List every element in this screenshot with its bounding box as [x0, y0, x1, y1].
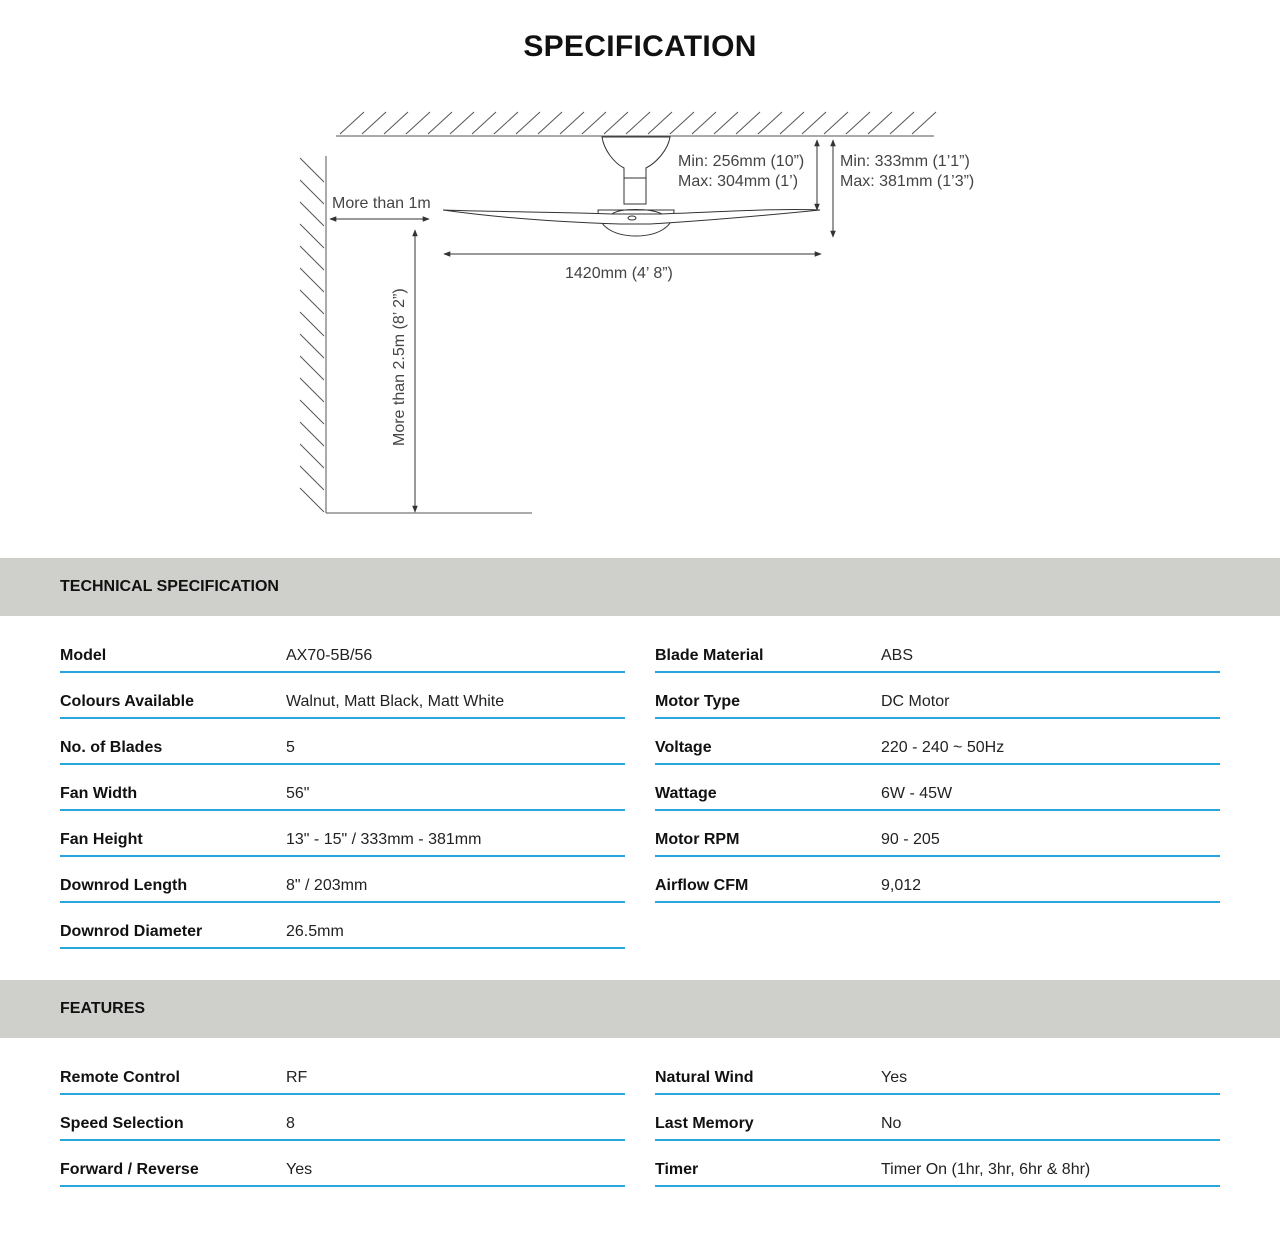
spec-row-fan-width: [60, 765, 625, 811]
spec-row-voltage: [655, 719, 1220, 765]
ceiling-hatch: [336, 112, 936, 136]
features-title: FEATURES: [60, 1000, 146, 1017]
spec-value: ABS: [881, 647, 914, 664]
feature-label: Speed Selection: [60, 1115, 184, 1132]
feature-row-last-memory: [655, 1095, 1220, 1141]
spec-label: Motor RPM: [655, 831, 740, 848]
wall-hatch: [300, 156, 326, 513]
spec-label: Model: [60, 647, 107, 664]
spec-value: 13" - 15" / 333mm - 381mm: [286, 831, 482, 848]
dim-label-max-381: Max: 381mm (1’3”): [840, 173, 975, 190]
feature-value: Yes: [881, 1069, 908, 1086]
spec-row-downrod-length: [60, 857, 625, 903]
features-left-table: [60, 1049, 625, 1187]
features-header: [0, 980, 1280, 1038]
spec-label: Downrod Diameter: [60, 923, 203, 940]
page-title: SPECIFICATION: [523, 30, 757, 63]
spec-label: Voltage: [655, 739, 712, 756]
spec-row-fan-height: [60, 811, 625, 857]
feature-label: Natural Wind: [655, 1069, 754, 1086]
feature-label: Timer: [655, 1161, 699, 1178]
feature-row-natural-wind: [655, 1049, 1220, 1095]
spec-value: 8" / 203mm: [286, 877, 368, 894]
feature-value: Timer On (1hr, 3hr, 6hr & 8hr): [881, 1161, 1091, 1178]
dim-label-min-333: Min: 333mm (1’1”): [840, 153, 970, 170]
spec-value: AX70-5B/56: [286, 647, 373, 664]
spec-row-airflow: [655, 857, 1220, 903]
spec-value: 90 - 205: [881, 831, 940, 848]
spec-label: No. of Blades: [60, 739, 163, 756]
spec-row-model: [60, 627, 625, 673]
dim-label-wall-distance: More than 1m: [332, 195, 431, 212]
spec-label: Blade Material: [655, 647, 764, 664]
features-right-table: [655, 1049, 1220, 1187]
feature-value: No: [881, 1115, 902, 1132]
technical-spec-title: TECHNICAL SPECIFICATION: [60, 578, 279, 595]
feature-row-speed-selection: [60, 1095, 625, 1141]
feature-row-timer: [655, 1141, 1220, 1187]
spec-row-motor-type: [655, 673, 1220, 719]
dim-label-floor-height: More than 2.5m (8’ 2”): [391, 288, 408, 446]
feature-value: RF: [286, 1069, 308, 1086]
technical-spec-right-table: [655, 627, 1220, 903]
spec-value: 6W - 45W: [881, 785, 953, 802]
spec-row-colours: [60, 673, 625, 719]
feature-row-remote-control: [60, 1049, 625, 1095]
dim-label-min-256: Min: 256mm (10”): [678, 153, 805, 170]
spec-row-blades: [60, 719, 625, 765]
feature-label: Remote Control: [60, 1069, 180, 1086]
technical-spec-left-table: [60, 627, 625, 949]
feature-label: Last Memory: [655, 1115, 754, 1132]
spec-label: Fan Height: [60, 831, 143, 848]
spec-value: 9,012: [881, 877, 922, 894]
fan-installation-diagram: [0, 0, 1280, 540]
spec-value: DC Motor: [881, 693, 950, 710]
feature-value: Yes: [286, 1161, 313, 1178]
spec-row-blade-material: [655, 627, 1220, 673]
spec-label: Fan Width: [60, 785, 138, 802]
technical-spec-header: [0, 558, 1280, 616]
spec-label: Wattage: [655, 785, 717, 802]
spec-value: 26.5mm: [286, 923, 344, 940]
spec-row-motor-rpm: [655, 811, 1220, 857]
dim-label-width: 1420mm (4’ 8”): [565, 265, 673, 282]
feature-value: 8: [286, 1115, 295, 1132]
spec-value: 220 - 240 ~ 50Hz: [881, 739, 1005, 756]
spec-value: 56": [286, 785, 310, 802]
spec-value: 5: [286, 739, 295, 756]
dim-label-max-304: Max: 304mm (1’): [678, 173, 799, 190]
spec-value: Walnut, Matt Black, Matt White: [286, 693, 505, 710]
spec-row-downrod-diameter: [60, 903, 625, 949]
feature-row-forward-reverse: [60, 1141, 625, 1187]
spec-label: Colours Available: [60, 693, 194, 710]
feature-label: Forward / Reverse: [60, 1161, 199, 1178]
spec-label: Motor Type: [655, 693, 741, 710]
spec-label: Downrod Length: [60, 877, 188, 894]
spec-row-wattage: [655, 765, 1220, 811]
spec-label: Airflow CFM: [655, 877, 749, 894]
